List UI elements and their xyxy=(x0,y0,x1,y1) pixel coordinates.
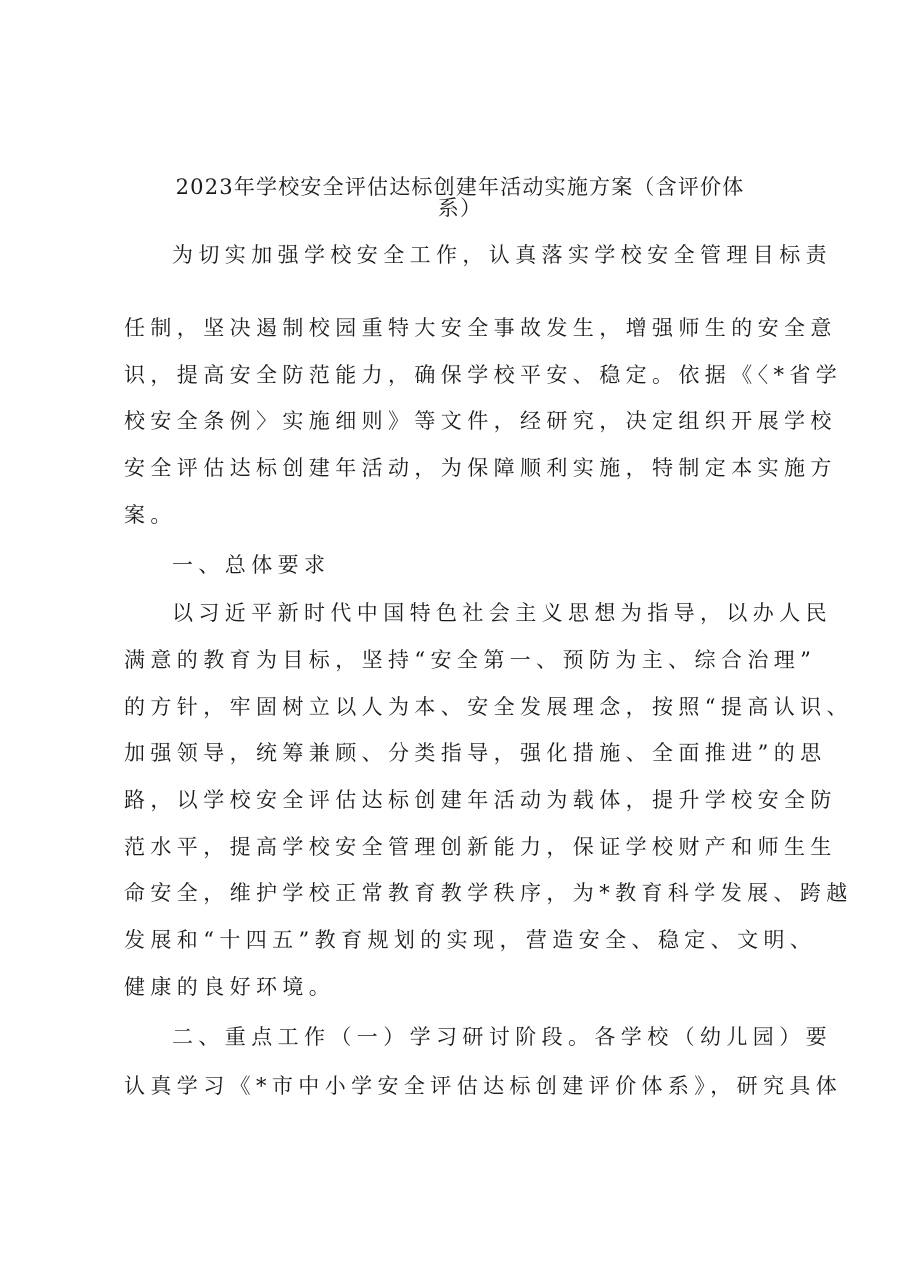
paragraph-2-line-6: 范水平，提高学校安全管理创新能力，保证学校财产和师生生 xyxy=(124,835,837,859)
paragraph-2-line-4: 加强领导，统筹兼顾、分类指导，强化措施、全面推进”的思 xyxy=(124,741,827,765)
paragraph-1-line-5: 安全评估达标创建年活动，为保障顺利实施，特制定本实施方 xyxy=(124,456,837,480)
paragraph-1-line-6: 案。 xyxy=(124,503,177,527)
paragraph-1-line-2: 任制，坚决遏制校园重特大安全事故发生，增强师生的安全意 xyxy=(124,316,837,340)
paragraph-1-line-3: 识，提高安全防范能力，确保学校平安、稳定。依据《〈*省学 xyxy=(124,363,843,387)
paragraph-2-line-3: 的方针，牢固树立以人为本、安全发展理念，按照“提高认识、 xyxy=(124,695,853,719)
paragraph-2-line-7: 命安全，维护学校正常教育教学秩序，为*教育科学发展、跨越 xyxy=(124,881,853,905)
paragraph-3-line-2: 认真学习《*市中小学安全评估达标创建评价体系》，研究具体 xyxy=(124,1074,843,1098)
section-heading-1: 一、总体要求 xyxy=(172,553,331,577)
paragraph-2-line-2: 满意的教育为目标，坚持“安全第一、预防为主、综合治理” xyxy=(124,648,817,672)
paragraph-2-line-1: 以习近平新时代中国特色社会主义思想为指导，以办人民 xyxy=(172,601,832,625)
paragraph-2-line-9: 健康的良好环境。 xyxy=(124,975,336,999)
paragraph-2-line-5: 路，以学校安全评估达标创建年活动为载体，提升学校安全防 xyxy=(124,788,837,812)
paragraph-2-line-8: 发展和“十四五”教育规划的实现，营造安全、稳定、文明、 xyxy=(124,928,817,952)
paragraph-1-line-1: 为切实加强学校安全工作，认真落实学校安全管理目标责 xyxy=(172,243,832,267)
paragraph-1-line-4: 校安全条例〉实施细则》等文件，经研究，决定组织开展学校 xyxy=(124,409,837,433)
document-title-line-2: 系） xyxy=(437,196,483,220)
paragraph-3-line-1: 二、重点工作（一）学习研讨阶段。各学校（幼儿园）要 xyxy=(172,1025,832,1049)
document-title-line-1: 2023年学校安全评估达标创建年活动实施方案（含评价体 xyxy=(175,175,745,199)
